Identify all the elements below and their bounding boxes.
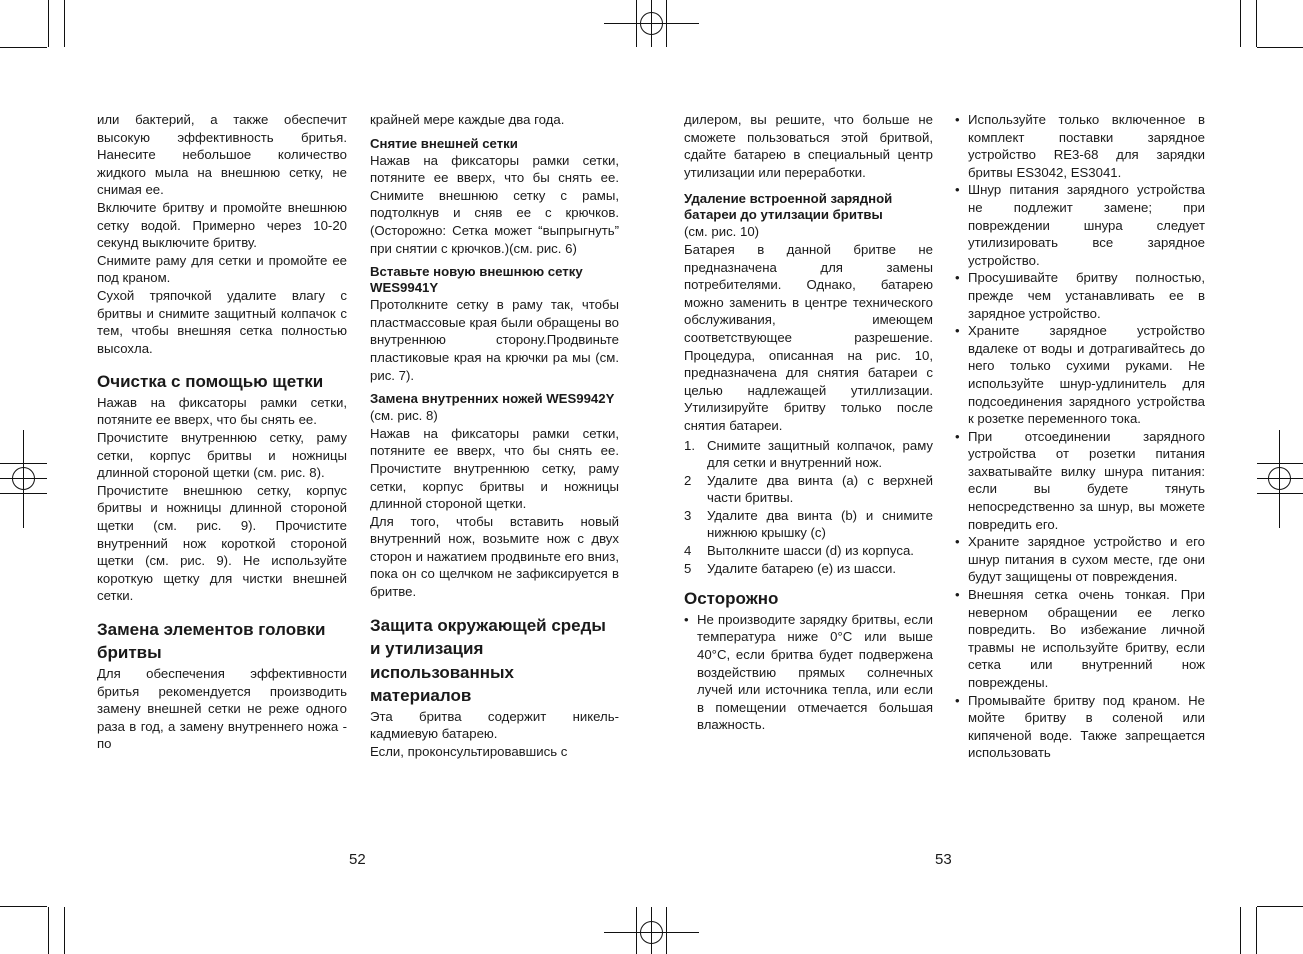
- paragraph: дилером, вы решите, что больше не сможете пользоваться этой бритвой, сдайте батарею в специальный центр утилизации или переработки.: [684, 112, 933, 180]
- step-text: Удалите два винта (b) и снимите нижнюю крышку (c): [707, 507, 933, 541]
- step-number: 4: [684, 543, 692, 559]
- bullet-icon: •: [955, 112, 960, 127]
- paragraph: Сухой тряпочкой удалите влагу с бритвы и снимите защитный колпачок с тем, чтобы внешняя сетка полностью высохла.: [97, 287, 347, 356]
- list-item: [955, 111, 1205, 181]
- paragraph: Для того, чтобы вставить новый внутренний нож, возьмите нож с двух сторон и нажатием продвиньте его вниз, пока он со щелчком не зафиксируется в бритве.: [370, 513, 619, 600]
- subheading-inner-blades: Замена внутренних ножей WES9942Y: [370, 391, 615, 407]
- list-item: [955, 428, 1205, 534]
- list-item: [955, 692, 1205, 762]
- step-number: 5: [684, 560, 692, 576]
- paragraph: (см. рис. 8): [370, 408, 438, 424]
- bullet-icon: •: [955, 534, 960, 550]
- section-heading-caution: Осторожно: [684, 589, 779, 609]
- paragraph: Снимите раму для сетки и промойте ее под краном.: [97, 252, 347, 286]
- list-item: [955, 322, 1205, 428]
- paragraph: Батарея в данной бритве не предназначена для замены потребителями. Однако, батарею можно заменить в центре технического обслуживания, имеющем соответствующее разрешение. Процедура, описанная на рис. 10, предназначена для снятия батареи с целью надлежащей утиллизации. Утилизируйте бритву только после снятия батареи.: [684, 241, 933, 433]
- section-heading-brush-cleaning: Очистка с помощью щетки: [97, 372, 324, 392]
- page52-column-left: [97, 111, 347, 753]
- section-heading-environment: Защита окружающей среды и утилизация использованных материалов: [370, 615, 606, 706]
- step-text: Удалите батарею (e) из шасси.: [707, 560, 897, 576]
- paragraph: Прочистите внутреннюю сетку, раму сетки, корпус бритвы и ножницы длинной стороной щетки (см. рис. 8).: [97, 430, 347, 481]
- subheading-remove-outer-foil: Снятие внешней сетки: [370, 135, 518, 151]
- bullet-icon: •: [955, 323, 960, 339]
- step-text: Удалите два винта (a) с верхней части бритвы.: [707, 472, 933, 506]
- bullet-icon: •: [955, 428, 960, 444]
- paragraph: крайней мере каждые два года.: [370, 112, 565, 127]
- subheading-insert-foil: Вставьте новую внешнюю сетку WES9941Y: [370, 264, 583, 296]
- bullet-text: Просушивайте бритву полностью, прежде чем устанавливать ее в зарядное устройство.: [968, 270, 1205, 321]
- page-number-left: 52: [349, 851, 366, 868]
- caution-list-continued: [955, 111, 1205, 762]
- list-item: [955, 269, 1205, 322]
- subheading-battery-removal: Удаление встроенной зарядной батареи до утилзации бритвы: [684, 191, 893, 223]
- bullet-icon: •: [955, 270, 960, 286]
- bullet-text: Не производите зарядку бритвы, если температура ниже 0°C или выше 40°C, если бритва будет подвержена воздействию прямых солнечных лучей или источника тепла, или если в помещении отмечается большая влажность.: [697, 611, 933, 733]
- list-item: [955, 533, 1205, 586]
- list-item: [684, 611, 933, 734]
- bullet-text: При отсоединении зарядного устройства от розетки питания захватывайте вилку шнура питания: если вы будете тянуть непосредственно за шнур, вы можете повредить его.: [968, 428, 1205, 532]
- step-number: 1.: [684, 437, 695, 453]
- list-item: [955, 586, 1205, 692]
- step-number: 2: [684, 472, 692, 488]
- paragraph: Эта бритва содержит никель-кадмиевую батарею.: [370, 708, 619, 742]
- section-heading-head-replacement: Замена элементов головки бритвы: [97, 619, 326, 663]
- bullet-text: Храните зарядное устройство вдалеке от воды и дотрагивайтесь до него только сухими руками. Не используйте шнур-удлинитель для подсоединения зарядного устройства к розетке переменного тока.: [968, 323, 1205, 427]
- bullet-icon: •: [684, 611, 689, 627]
- page53-column-left: [684, 111, 933, 734]
- bullet-text: Шнур питания зарядного устройства не подлежит замене; при повреждении шнура следует утилизировать все зарядное устройство.: [968, 182, 1205, 268]
- paragraph: (см. рис. 10): [684, 224, 760, 240]
- bullet-icon: •: [955, 182, 960, 198]
- list-item: [684, 472, 933, 507]
- battery-steps-list: [684, 437, 933, 578]
- bullet-text: Промывайте бритву под краном. Не мойте бритву в соленой или кипяченой воде. Также запрещается использовать: [968, 692, 1205, 761]
- paragraph: Для обеспечения эффективности бритья рекомендуется производить замену внешней сетки не реже одного раза в год, а замену внутреннего ножа - по: [97, 665, 347, 752]
- page53-column-right: [955, 111, 1205, 762]
- list-item: [684, 560, 933, 578]
- bullet-icon: •: [955, 692, 960, 708]
- bullet-text: Внешняя сетка очень тонкая. При неверном обращении ее легко повредить. Во избежание личной травмы не используйте бритву, если сетка или внутренний нож повреждены.: [968, 587, 1205, 690]
- paragraph: Прочистите внешнюю сетку, корпус бритвы и ножницы длинной стороной щетки (см. рис. 9). Прочистите внутренний нож короткой стороной щетки (см. рис. 9). Не используйте короткую щетку для чистки внешней сетки.: [97, 482, 347, 604]
- step-text: Снимите защитный колпачок, раму для сетки и внутренний нож.: [707, 437, 933, 471]
- list-item: [684, 437, 933, 472]
- step-number: 3: [684, 507, 692, 523]
- page52-column-right: [370, 111, 619, 760]
- list-item: [684, 542, 933, 560]
- list-item: [955, 181, 1205, 269]
- bullet-icon: •: [955, 587, 960, 603]
- page-number-right: 53: [935, 851, 952, 868]
- paragraph: Протолкните сетку в раму так, чтобы пластмассовые края были обращены во внутреннюю сторону.Продвиньте пластиковые края на крючки ра мы (см. рис. 7).: [370, 297, 619, 383]
- paragraph: Если, проконсультировавшись с: [370, 743, 568, 759]
- paragraph: или бактерий, а также обеспечит высокую эффективность бритья. Нанесите небольшое количество жидкого мыла на внешнюю сетку, не снимая ее.: [97, 112, 347, 198]
- paragraph: Включите бритву и промойте внешнюю сетку водой. Примерно через 10-20 секунд выключите бритву.: [97, 199, 347, 251]
- paragraph: Нажав на фиксаторы рамки сетки, потяните ее вверх, что бы снять ее. Прочистите внутреннюю сетку, раму сетки, корпус бритвы и ножницы длинной стороной щетки.: [370, 425, 619, 512]
- bullet-text: Используйте только включенное в комплект поставки зарядное устройство RE3-68 для зарядки бритвы ES3042, ES3041.: [968, 112, 1205, 180]
- list-item: [684, 507, 933, 542]
- caution-list: [684, 611, 933, 734]
- bullet-text: Храните зарядное устройство и его шнур питания в сухом месте, где они будут защищены от повреждения.: [968, 534, 1205, 585]
- paragraph: Нажав на фиксаторы рамки сетки, потяните ее вверх, что бы снять ее. Снимите внешнюю сетку с рамы, подтолкнув и сняв ее с крючков. (Осторожно: Сетка может “выпрыгнуть” при снятии с крючков.)(см. рис. 6): [370, 152, 619, 256]
- paragraph: Нажав на фиксаторы рамки сетки, потяните ее вверх, что бы снять ее.: [97, 394, 347, 428]
- step-text: Вытолкните шасси (d) из корпуса.: [707, 543, 914, 559]
